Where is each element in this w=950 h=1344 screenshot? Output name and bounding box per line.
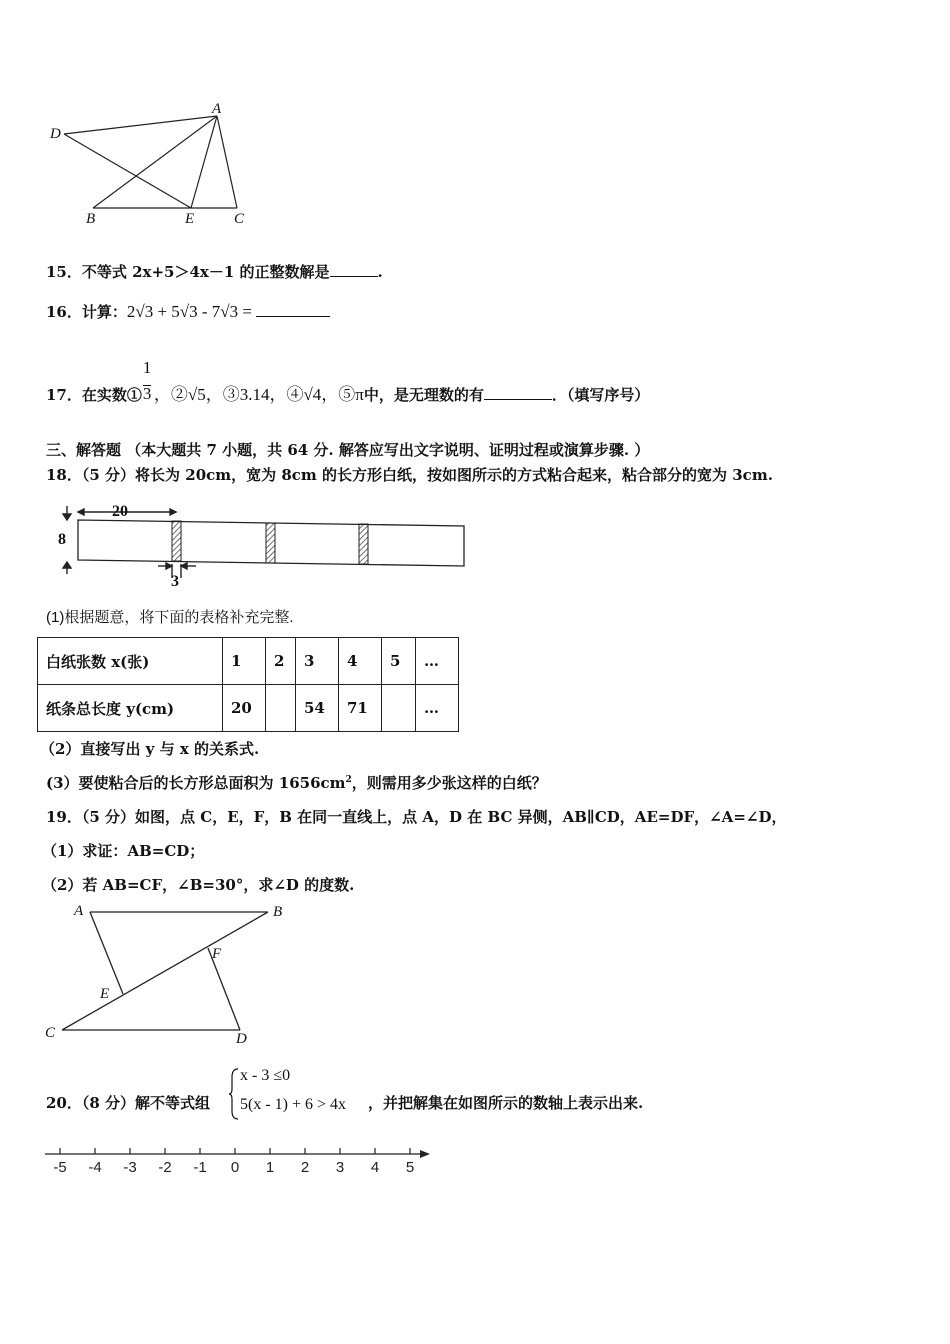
label-A: A <box>74 903 84 919</box>
number-line-tick-label: 2 <box>300 1159 310 1176</box>
number-line-tick-label: 1 <box>265 1159 275 1176</box>
number-line-tick-label: -5 <box>53 1159 67 1176</box>
label-A: A <box>212 101 222 117</box>
q18-part3-a: (3）要使粘合后的长方形总面积为 1656cm <box>46 774 346 792</box>
number-line <box>40 1140 440 1180</box>
question-15 <box>46 261 383 282</box>
table-cell: 20 <box>223 685 266 732</box>
label-D: D <box>50 126 61 142</box>
section-3-title: 三、解答题 （本大题共 7 小题，共 64 分. 解答应写出文字说明、证明过程或演算步骤. ） <box>46 441 650 459</box>
label-D: D <box>236 1031 247 1047</box>
strip-length-label: 20 <box>112 503 128 520</box>
label-E: E <box>185 211 195 227</box>
q18-part3 <box>46 772 547 793</box>
q16-prefix: 16．计算： <box>46 303 127 321</box>
q17-prefix: 17．在实数① <box>46 386 142 404</box>
table-cell: 3 <box>296 638 339 685</box>
table-cell: 4 <box>339 638 382 685</box>
triangle-figure-14 <box>40 100 260 230</box>
table-row1-head: 白纸张数 x(张) <box>38 638 223 685</box>
table-row <box>38 685 459 732</box>
q15-text: 15．不等式 2x+5＞4x－1 的正整数解是 <box>46 263 330 281</box>
q17-answer-blank[interactable] <box>484 399 552 400</box>
table-cell: 5 <box>382 638 416 685</box>
label-F: F <box>212 946 222 962</box>
strip-width-label: 8 <box>58 531 66 548</box>
number-line-tick-label: 3 <box>335 1159 345 1176</box>
table-cell: … <box>416 685 459 732</box>
q20-suffix: ，并把解集在如图所示的数轴上表示出来. <box>368 1094 644 1112</box>
q20-prefix: 20．（8 分）解不等式组 <box>46 1094 211 1112</box>
q18-part2: （2）直接写出 y 与 x 的关系式. <box>40 740 260 758</box>
label-B: B <box>86 211 96 227</box>
number-line-tick-label: 4 <box>370 1159 380 1176</box>
inequality-system-brace <box>228 1067 240 1121</box>
table-cell: 71 <box>339 685 382 732</box>
q18-table <box>37 637 459 732</box>
label-E: E <box>100 986 110 1002</box>
table-cell-blank[interactable] <box>266 685 296 732</box>
q16-answer-blank[interactable] <box>256 316 330 317</box>
parallel-figure-19 <box>40 900 300 1050</box>
strip-overlap-label: 3 <box>171 573 179 590</box>
number-line-tick-label: -4 <box>88 1159 102 1176</box>
q17-frac-num: 1 <box>142 358 152 377</box>
number-line-tick-label: 5 <box>405 1159 415 1176</box>
q19-stem: 19．（5 分）如图，点 C，E，F，B 在同一直线上，点 A，D 在 BC 异侧，AB∥CD，AE=DF，∠A=∠D， <box>46 808 787 826</box>
table-cell: 2 <box>266 638 296 685</box>
label-B: B <box>273 904 283 920</box>
number-line-tick-label: -2 <box>158 1159 172 1176</box>
table-cell: 54 <box>296 685 339 732</box>
q16-expression: 2√3 + 5√3 - 7√3 = <box>126 302 252 321</box>
q17-fraction <box>142 358 154 405</box>
label-C: C <box>234 211 245 227</box>
inequality-line-2: 5(x - 1) + 6 > 4x <box>240 1096 347 1113</box>
number-line-tick-label: -3 <box>123 1159 137 1176</box>
q19-part1: （1）求证：AB=CD； <box>42 842 205 860</box>
table-cell-blank[interactable] <box>382 685 416 732</box>
q15-end: . <box>377 263 383 281</box>
q17-items: ，②√5，③3.14，④√4，⑤π <box>153 385 364 404</box>
table-cell: 1 <box>223 638 266 685</box>
number-line-tick-label: -1 <box>193 1159 207 1176</box>
table-row2-head: 纸条总长度 y(cm) <box>38 685 223 732</box>
q19-part2: （2）若 AB=CF，∠B=30°，求∠D 的度数. <box>42 876 355 894</box>
question-16 <box>46 301 330 322</box>
q17-suffix: 中，是无理数的有 <box>363 386 484 404</box>
q18-part3-sup: 2 <box>345 775 352 785</box>
q18-part1: (1)根据题意，将下面的表格补充完整. <box>46 609 294 626</box>
q18-stem: 18．（5 分）将长为 20cm，宽为 8cm 的长方形白纸，按如图所示的方式粘合起来，粘合部分的宽为 3cm. <box>46 466 773 484</box>
number-line-tick-label: 0 <box>230 1159 240 1176</box>
q17-end: ．（填写序号） <box>551 386 650 404</box>
inequality-line-1: x - 3 ≤0 <box>240 1067 291 1084</box>
question-17 <box>46 358 650 405</box>
table-row <box>38 638 459 685</box>
q18-part3-b: ，则需用多少张这样的白纸？ <box>351 774 547 792</box>
q15-answer-blank[interactable] <box>330 276 378 277</box>
paper-strip-figure <box>50 498 470 590</box>
table-cell: … <box>416 638 459 685</box>
q17-frac-den: 3 <box>142 384 152 403</box>
label-C: C <box>45 1025 56 1041</box>
